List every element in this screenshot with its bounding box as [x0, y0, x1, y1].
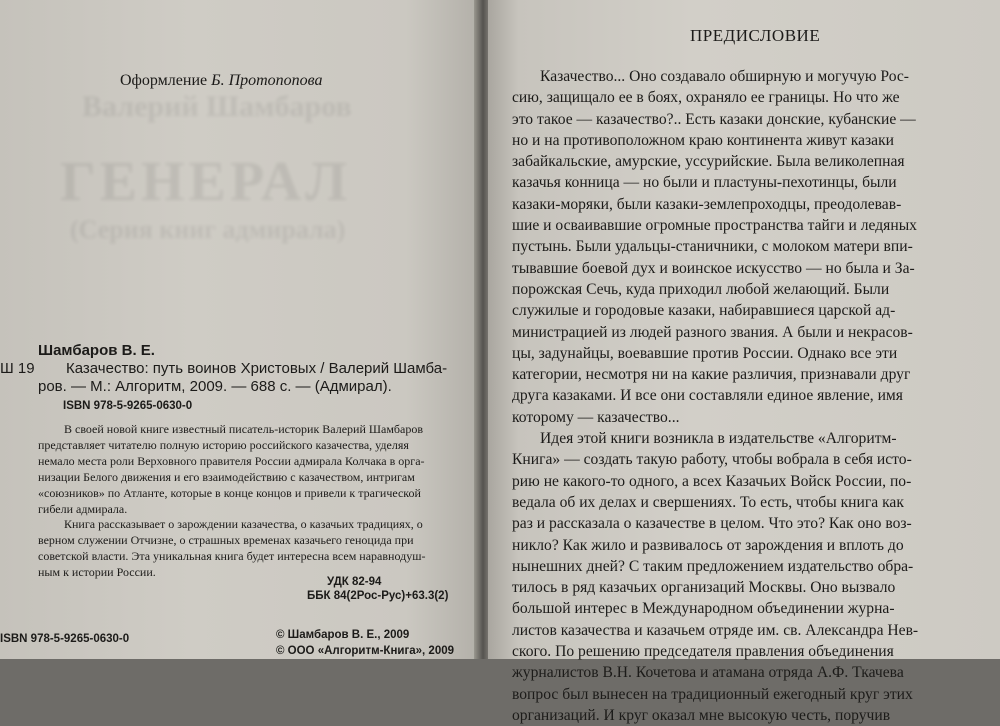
bleed-through-text: (Серия книг адмирала)	[70, 215, 346, 244]
text-line: организаций. И круг оказал мне высокую честь, поручив	[512, 706, 891, 724]
catalog-code: Ш 19	[0, 360, 35, 377]
chapter-title: ПРЕДИСЛОВИЕ	[690, 26, 821, 45]
annotation-line: В своей новой книге известный писатель-историк Валерий Шамбаров	[64, 422, 424, 436]
designer-name: Б. Протопопова	[211, 72, 323, 89]
catalog-author: Шамбаров В. Е.	[38, 342, 155, 359]
text-line: журналистов В.Н. Кочетова и атамана отряда А.Ф. Ткачева	[512, 664, 904, 682]
annotation-line: ным к истории России.	[38, 565, 156, 580]
annotation-line: гибели адмирала.	[38, 501, 128, 516]
design-credit	[120, 72, 323, 90]
text-line: сию, защищало ее в боях, охраняло ее границы. Но что же	[512, 89, 900, 107]
text-line: цы, задунайцы, воевавшие против России. Однако все эти	[512, 344, 898, 362]
bleed-through-text: Валерий Шамбаров	[82, 90, 352, 123]
text-line: но и на противоположном краю континента живут казаки	[512, 131, 894, 149]
annotation-line: низации Белого движения и его взаимодействию с казачеством, интригам	[38, 469, 415, 484]
isbn-bottom: ISBN 978-5-9265-0630-0	[0, 633, 130, 645]
text-line: категории, несмотря ни на какие различия, признавали друг	[512, 366, 911, 384]
text-line: пустынь. Были удальцы-станичники, с молоком матери впи-	[512, 238, 913, 256]
annotation-line: Книга рассказывает о зарождении казачества, о казачьих традициях, о	[64, 517, 423, 532]
text-line: вопрос был вынесен на традиционный ежегодный круг этих	[512, 685, 913, 703]
text-line: порожская Сечь, куда приходил любой желающий. Были	[512, 280, 890, 298]
annotation-line: «союзников» по Атланте, которые в конце концов и привели к трагической	[38, 485, 421, 500]
text-line: это такое — казачество?.. Есть казаки донские, кубанские —	[512, 110, 916, 128]
text-line: которому — казачество...	[512, 408, 680, 426]
text-line: никло? Как жило и развивалось от зарождения и вплоть до	[512, 536, 904, 554]
text-line: нынешних дней? С таким предложением издательство обра-	[512, 557, 914, 575]
text-line: рию не какого-то одного, а всех Казачьих Войск России, по-	[512, 472, 912, 490]
preface-text	[512, 66, 996, 726]
annotation-line: представляет читателю полную историю российского казачества, уделяя	[38, 437, 409, 452]
biblio-line: ров. — М.: Алгоритм, 2009. — 688 с. — (Адмирал).	[38, 378, 392, 395]
biblio-line: Казачество: путь воинов Христовых / Валерий Шамба-	[66, 360, 448, 377]
right-page	[488, 0, 1000, 724]
text-line: Книга» — создать такую работу, чтобы вобрала в себя исто-	[512, 451, 912, 469]
text-line: раз и рассказала о казачестве в целом. Что это? Как оно воз-	[512, 515, 912, 533]
bibliographic-record	[38, 360, 448, 396]
left-page	[0, 0, 478, 659]
text-line: казачья конница — но были и пластуны-пехотинцы, были	[512, 174, 897, 192]
annotation-line: советской власти. Эта уникальная книга будет интересна всем наравнодуш-	[38, 549, 426, 564]
isbn: ISBN 978-5-9265-0630-0	[63, 400, 193, 412]
design-prefix: Оформление	[120, 72, 208, 89]
udk-code: УДК 82-94	[327, 576, 382, 588]
text-line: тилось в ряд казачьих организаций Москвы. Оно вызвало	[512, 579, 896, 597]
bbk-code: ББК 84(2Рос-Рус)+63.3(2)	[307, 590, 449, 602]
text-line: тывавшие боевой дух и воинское искусство — но была и За-	[512, 259, 915, 277]
text-line: служилые и городовые казаки, набиравшиеся царской ад-	[512, 302, 896, 320]
text-line: листов казачества и казачьем отряде им. св. Александра Нев-	[512, 621, 919, 639]
text-line: ского. По решению председателя правления объединения	[512, 643, 894, 661]
annotation-line: верном служении Отчизне, о страшных временах казачьего геноцида при	[38, 533, 414, 548]
text-line: Идея этой книги возникла в издательстве «Алгоритм-	[540, 430, 897, 448]
text-line: казаки-моряки, были казаки-землепроходцы, преодолевав-	[512, 195, 902, 213]
text-line: большой интерес в Международном объединении журна-	[512, 600, 895, 618]
annotation	[38, 422, 448, 581]
text-line: друга казаками. И все они составляли единое явление, имя	[512, 387, 903, 405]
text-line: ведала об их делах и свершениях. То есть, чтобы книга как	[512, 493, 904, 511]
text-line: Казачество... Оно создавало обширную и могучую Рос-	[540, 68, 909, 85]
copyright-author: © Шамбаров В. Е., 2009	[276, 629, 410, 641]
bleed-through-text: ГЕНЕРАЛ	[60, 151, 352, 213]
text-line: забайкальские, амурские, уссурийские. Была великолепная	[512, 153, 905, 171]
text-line: министрацией из людей разного звания. А были и некрасов-	[512, 323, 913, 341]
text-line: шие и осваивавшие огромные пространства тайги и ледяных	[512, 217, 917, 235]
annotation-line: немало места роли Верховного правителя России адмирала Колчака в орга-	[38, 453, 425, 468]
copyright-publisher: © ООО «Алгоритм-Книга», 2009	[276, 645, 455, 657]
